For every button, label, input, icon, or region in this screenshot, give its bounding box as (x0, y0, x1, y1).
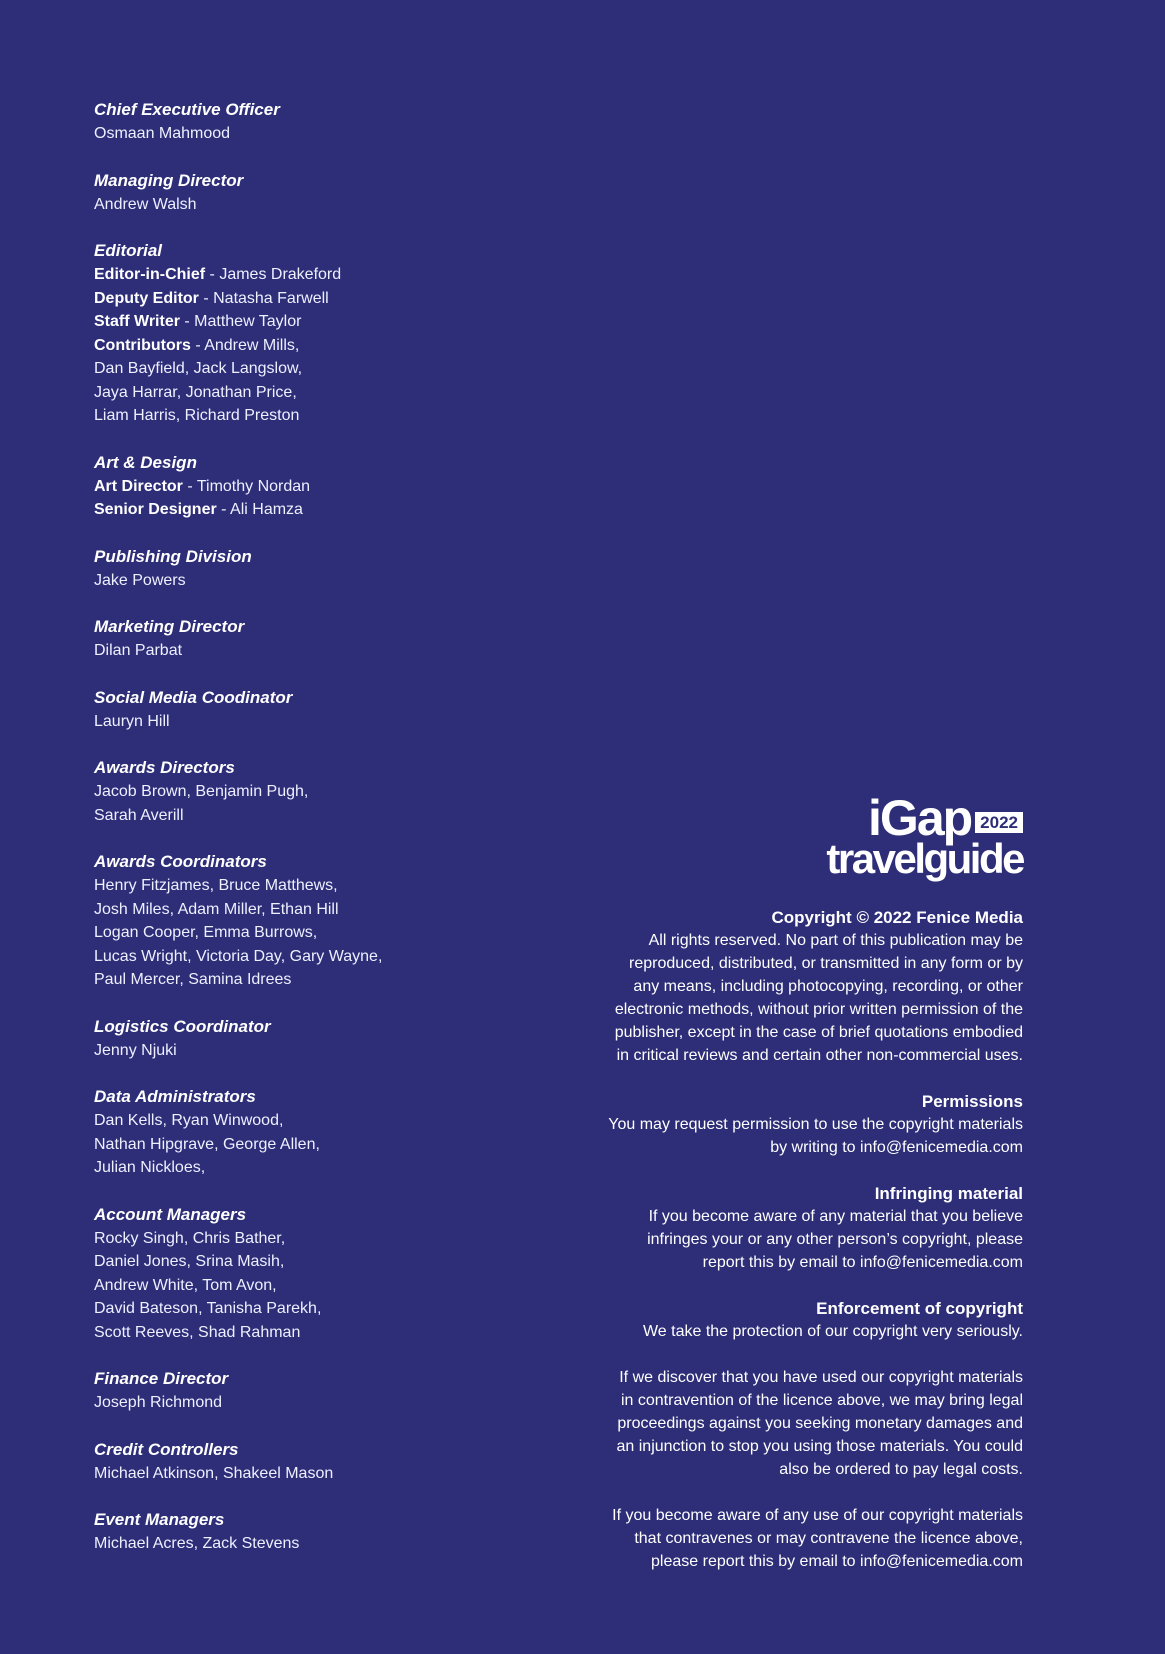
person-names: Josh Miles, Adam Miller, Ethan Hill (94, 900, 339, 918)
staff-section (94, 545, 514, 593)
staff-line (94, 1532, 514, 1556)
person-names: Logan Cooper, Emma Burrows, (94, 924, 318, 941)
staff-section (94, 1508, 514, 1556)
legal-paragraph (553, 1113, 1023, 1159)
staff-line (94, 357, 514, 381)
legal-line: All rights reserved. No part of this publication may be (648, 932, 1023, 949)
section-title: Social Media Coodinator (94, 687, 293, 707)
staff-line (94, 968, 514, 992)
staff-line (94, 874, 514, 898)
person-names: Michael Atkinson, Shakeel Mason (94, 1464, 334, 1482)
legal-block (553, 906, 1023, 1067)
legal-title: Permissions (921, 1092, 1023, 1111)
staff-line (94, 1039, 514, 1063)
staff-section (94, 169, 514, 217)
person-names: Andrew White, Tom Avon, (94, 1276, 277, 1294)
person-names: Jacob Brown, Benjamin Pugh, (94, 783, 309, 800)
staff-section (94, 239, 514, 428)
legal-paragraph (553, 1320, 1023, 1343)
staff-section (94, 1085, 514, 1180)
person-names: Dan Bayfield, Jack Langslow, (94, 360, 303, 377)
staff-section (94, 686, 514, 734)
section-title: Data Administrators (94, 1087, 256, 1106)
staff-line (94, 334, 514, 358)
legal-line: an injunction to stop you using those materials. You could (616, 1438, 1023, 1455)
section-title: Publishing Division (94, 546, 252, 566)
role-label: Art Director (94, 477, 183, 495)
staff-line (94, 945, 514, 969)
person-names: - Natasha Farwell (198, 289, 329, 307)
staff-line (94, 1227, 514, 1251)
legal-block (553, 1090, 1023, 1159)
staff-line (94, 310, 514, 334)
person-names: - Ali Hamza (216, 501, 303, 518)
staff-line (94, 804, 514, 828)
staff-section (94, 850, 514, 992)
legal-line: We take the protection of our copyright very seriously. (642, 1323, 1023, 1340)
person-names: Michael Acres, Zack Stevens (94, 1535, 300, 1552)
legal-line: reproduced, distributed, or transmitted in any form or by (629, 955, 1023, 972)
person-names: David Bateson, Tanisha Parekh, (94, 1300, 322, 1317)
legal-line: If we discover that you have used our copyright materials (619, 1369, 1023, 1386)
person-names: Jake Powers (94, 571, 186, 589)
staff-section (94, 615, 514, 663)
legal-line: please report this by email to info@fenicemedia.com (651, 1553, 1023, 1570)
staff-line (94, 1109, 514, 1133)
legal-line: in contravention of the licence above, we may bring legal (620, 1392, 1023, 1409)
staff-line (94, 780, 514, 804)
staff-line (94, 1391, 514, 1415)
staff-line (94, 1274, 514, 1298)
section-title: Editorial (94, 241, 163, 260)
legal-line: infringes your or any other person’s copyright, please (647, 1231, 1023, 1248)
person-names: Sarah Averill (94, 806, 184, 824)
person-names: Osmaan Mahmood (94, 125, 231, 142)
staff-line (94, 898, 514, 922)
section-title: Awards Directors (94, 758, 235, 777)
person-names: Daniel Jones, Srina Masih, (94, 1253, 285, 1270)
staff-line (94, 381, 514, 405)
staff-credits (94, 98, 514, 1579)
staff-line (94, 1156, 514, 1180)
person-names: Nathan Hipgrave, George Allen, (94, 1135, 320, 1153)
person-names: Joseph Richmond (94, 1394, 223, 1411)
person-names: Dilan Parbat (94, 642, 183, 659)
staff-section (94, 451, 514, 522)
section-title: Credit Controllers (94, 1439, 239, 1459)
staff-line (94, 475, 514, 499)
section-title: Account Managers (94, 1204, 247, 1224)
person-names: Rocky Singh, Chris Bather, (94, 1229, 286, 1247)
person-names: Julian Nickloes, (94, 1159, 206, 1176)
section-title: Art & Design (94, 452, 197, 472)
section-title: Logistics Coordinator (94, 1016, 271, 1036)
role-label: Staff Writer (94, 313, 180, 330)
logo-brand: iGap (868, 790, 972, 846)
person-names: Andrew Walsh (94, 195, 197, 213)
section-title: Awards Coordinators (94, 852, 267, 871)
logo-subtitle: travelguide (826, 835, 1023, 882)
staff-section (94, 756, 514, 827)
role-label: Senior Designer (94, 501, 217, 518)
legal-line: electronic methods, without prior written permission of the (614, 1001, 1023, 1018)
section-title: Chief Executive Officer (94, 100, 280, 119)
person-names: Lauryn Hill (94, 712, 170, 730)
staff-section (94, 1438, 514, 1486)
legal-block (553, 1297, 1023, 1573)
legal-line: publisher, except in the case of brief quotations embodied (614, 1024, 1023, 1041)
legal-line: If you become aware of any use of our copyright materials (612, 1507, 1023, 1524)
legal-line: proceedings against you seeking monetary damages and (617, 1415, 1023, 1432)
person-names: - Timothy Nordan (182, 477, 311, 495)
legal-paragraph (553, 1205, 1023, 1274)
person-names: Henry Fitzjames, Bruce Matthews, (94, 877, 338, 894)
role-label: Editor-in-Chief (94, 266, 206, 283)
person-names: Jaya Harrar, Jonathan Price, (94, 383, 297, 401)
staff-line (94, 498, 514, 522)
legal-line: If you become aware of any material that you believe (648, 1208, 1023, 1225)
staff-line (94, 710, 514, 734)
section-title: Event Managers (94, 1510, 225, 1529)
staff-line (94, 404, 514, 428)
section-title: Marketing Director (94, 617, 245, 636)
legal-line: any means, including photocopying, recording, or other (633, 978, 1023, 995)
person-names: Dan Kells, Ryan Winwood, (94, 1112, 284, 1129)
legal-line: by writing to info@fenicemedia.com (770, 1139, 1023, 1156)
staff-line (94, 639, 514, 663)
legal-paragraph (553, 1366, 1023, 1481)
legal-line: in critical reviews and certain other non-commercial uses. (616, 1047, 1023, 1064)
person-names: - James Drakeford (205, 266, 342, 283)
legal-title: Infringing material (874, 1184, 1023, 1203)
staff-line (94, 1250, 514, 1274)
igap-travelguide-logo (826, 790, 1023, 882)
legal-line: also be ordered to pay legal costs. (779, 1461, 1023, 1478)
person-names: - Andrew Mills, (190, 336, 300, 354)
person-names: Lucas Wright, Victoria Day, Gary Wayne, (94, 947, 383, 965)
legal-line: that contravenes or may contravene the licence above, (634, 1530, 1023, 1547)
legal-title: Copyright © 2022 Fenice Media (771, 908, 1023, 927)
legal-paragraph (553, 929, 1023, 1067)
person-names: - Matthew Taylor (179, 313, 302, 330)
role-label: Contributors (94, 336, 191, 354)
staff-line (94, 1462, 514, 1486)
staff-line (94, 263, 514, 287)
role-label: Deputy Editor (94, 289, 199, 307)
person-names: Liam Harris, Richard Preston (94, 407, 300, 424)
person-names: Scott Reeves, Shad Rahman (94, 1323, 301, 1341)
logo-year-badge: 2022 (975, 812, 1023, 833)
person-names: Jenny Njuki (94, 1041, 177, 1059)
legal-paragraph (553, 1504, 1023, 1573)
staff-section (94, 1015, 514, 1063)
staff-line (94, 122, 514, 146)
staff-line (94, 1297, 514, 1321)
staff-line (94, 921, 514, 945)
staff-section (94, 98, 514, 146)
staff-line (94, 1321, 514, 1345)
staff-line (94, 287, 514, 311)
staff-section (94, 1367, 514, 1415)
section-title: Finance Director (94, 1369, 229, 1388)
person-names: Paul Mercer, Samina Idrees (94, 971, 292, 988)
logo-top-row (826, 790, 1023, 846)
staff-section (94, 1203, 514, 1345)
legal-line: You may request permission to use the copyright materials (608, 1116, 1023, 1133)
staff-line (94, 569, 514, 593)
legal-column (553, 790, 1023, 1596)
legal-line: report this by email to info@fenicemedia.com (702, 1254, 1023, 1271)
legal-blocks (553, 906, 1023, 1573)
legal-title: Enforcement of copyright (816, 1299, 1023, 1318)
staff-line (94, 1133, 514, 1157)
legal-block (553, 1182, 1023, 1274)
staff-line (94, 193, 514, 217)
section-title: Managing Director (94, 170, 244, 190)
